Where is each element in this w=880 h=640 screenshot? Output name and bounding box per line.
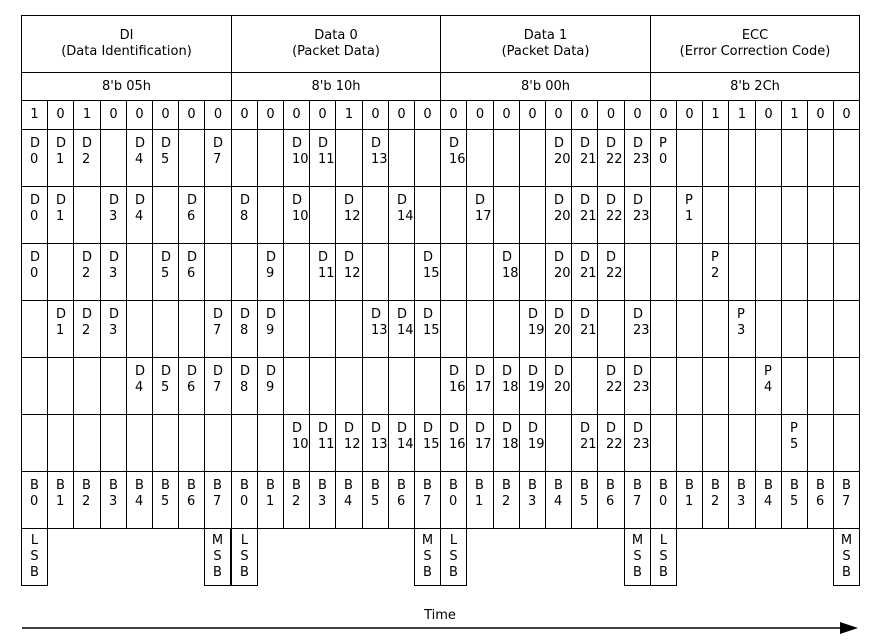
bit-value-cell: 1 bbox=[702, 100, 729, 130]
parity-cell: D 22 bbox=[597, 414, 625, 472]
parity-cell: D 8 bbox=[231, 300, 258, 358]
parity-cell: D 16 bbox=[440, 414, 467, 472]
byte-bit-cell: B 6 bbox=[597, 471, 625, 529]
parity-cell: D 18 bbox=[493, 243, 520, 301]
group-value-1: 8'b 10h bbox=[231, 72, 441, 101]
byte-bit-cell: B 3 bbox=[100, 471, 127, 529]
msb-marker: M S B bbox=[204, 528, 231, 586]
parity-cell: D 1 bbox=[47, 186, 74, 244]
bit-value-cell: 0 bbox=[152, 100, 179, 130]
parity-cell: D 14 bbox=[388, 414, 415, 472]
bit-value-cell: 0 bbox=[388, 100, 415, 130]
bit-value-cell: 0 bbox=[807, 100, 834, 130]
parity-cell: D 20 bbox=[545, 357, 572, 415]
parity-cell: D 0 bbox=[21, 186, 48, 244]
parity-cell: D 0 bbox=[21, 243, 48, 301]
parity-cell: D 9 bbox=[257, 243, 284, 301]
parity-cell: D 2 bbox=[73, 300, 101, 358]
parity-cell: D 2 bbox=[73, 243, 101, 301]
lsb-marker: L S B bbox=[440, 528, 467, 586]
group-name: Data 0 bbox=[314, 28, 358, 43]
bit-value-cell: 1 bbox=[728, 100, 756, 130]
byte-bit-cell: B 2 bbox=[283, 471, 310, 529]
group-description: (Packet Data) bbox=[292, 44, 380, 59]
group-description: (Error Correction Code) bbox=[679, 44, 831, 59]
byte-bit-cell: B 7 bbox=[414, 471, 441, 529]
parity-cell: D 7 bbox=[204, 357, 232, 415]
parity-cell: D 1 bbox=[47, 129, 74, 187]
parity-cell: D 5 bbox=[152, 243, 179, 301]
byte-bit-cell: B 6 bbox=[178, 471, 205, 529]
bit-value-cell: 0 bbox=[833, 100, 860, 130]
parity-cell: D 7 bbox=[204, 300, 232, 358]
parity-cell: D 23 bbox=[624, 186, 651, 244]
byte-bit-cell: B 1 bbox=[257, 471, 284, 529]
parity-cell: D 11 bbox=[309, 414, 336, 472]
parity-cell: D 8 bbox=[231, 186, 258, 244]
parity-cell: D 19 bbox=[519, 414, 546, 472]
bit-value-cell: 0 bbox=[676, 100, 703, 130]
parity-cell: P 5 bbox=[781, 414, 808, 472]
group-description: (Packet Data) bbox=[501, 44, 590, 59]
bit-value-cell: 0 bbox=[624, 100, 651, 130]
byte-bit-cell: B 7 bbox=[833, 471, 860, 529]
lsb-marker: L S B bbox=[650, 528, 677, 586]
bit-value-cell: 0 bbox=[545, 100, 572, 130]
parity-cell: P 0 bbox=[650, 129, 677, 187]
bit-value-cell: 0 bbox=[283, 100, 310, 130]
parity-cell: D 15 bbox=[414, 300, 441, 358]
bit-value-cell: 0 bbox=[100, 100, 127, 130]
parity-cell: D 1 bbox=[47, 300, 74, 358]
parity-cell: D 6 bbox=[178, 357, 205, 415]
parity-cell: D 11 bbox=[309, 243, 336, 301]
parity-cell: D 23 bbox=[624, 414, 651, 472]
byte-bit-cell: B 6 bbox=[388, 471, 415, 529]
parity-cell: D 23 bbox=[624, 129, 651, 187]
byte-bit-cell: B 3 bbox=[519, 471, 546, 529]
parity-cell: D 7 bbox=[204, 129, 232, 187]
parity-cell: D 2 bbox=[73, 129, 101, 187]
byte-bit-cell: B 4 bbox=[545, 471, 572, 529]
byte-bit-cell: B 5 bbox=[152, 471, 179, 529]
byte-bit-cell: B 5 bbox=[362, 471, 389, 529]
parity-cell: D 4 bbox=[126, 129, 153, 187]
bit-value-cell: 0 bbox=[309, 100, 336, 130]
parity-cell: D 23 bbox=[624, 357, 651, 415]
group-value-3: 8'b 2Ch bbox=[650, 72, 860, 101]
parity-cell: D 20 bbox=[545, 300, 572, 358]
bit-value-cell: 0 bbox=[414, 100, 441, 130]
bit-value-cell: 1 bbox=[335, 100, 363, 130]
parity-cell: D 19 bbox=[519, 300, 546, 358]
group-name: ECC bbox=[741, 28, 769, 43]
group-description: (Data Identification) bbox=[61, 44, 192, 59]
time-arrow-head bbox=[840, 622, 858, 634]
byte-bit-cell: B 0 bbox=[21, 471, 48, 529]
byte-bit-cell: B 3 bbox=[309, 471, 336, 529]
parity-cell: D 20 bbox=[545, 186, 572, 244]
parity-cell: D 17 bbox=[466, 186, 494, 244]
bit-value-cell: 0 bbox=[204, 100, 232, 130]
parity-cell: D 17 bbox=[466, 357, 494, 415]
parity-cell: D 21 bbox=[571, 414, 598, 472]
parity-cell: D 13 bbox=[362, 300, 389, 358]
parity-cell: D 21 bbox=[571, 129, 598, 187]
bit-value-cell: 0 bbox=[519, 100, 546, 130]
bit-value-cell: 0 bbox=[571, 100, 598, 130]
bit-value-cell: 1 bbox=[73, 100, 101, 130]
parity-cell: D 20 bbox=[545, 129, 572, 187]
bit-value-cell: 0 bbox=[231, 100, 258, 130]
parity-cell: D 10 bbox=[283, 129, 310, 187]
parity-cell: D 12 bbox=[335, 243, 363, 301]
parity-cell: P 1 bbox=[676, 186, 703, 244]
parity-cell: D 4 bbox=[126, 186, 153, 244]
parity-cell: D 10 bbox=[283, 414, 310, 472]
byte-bit-cell: B 1 bbox=[466, 471, 494, 529]
byte-bit-cell: B 4 bbox=[126, 471, 153, 529]
parity-cell: D 12 bbox=[335, 414, 363, 472]
msb-marker: M S B bbox=[624, 528, 651, 586]
byte-bit-cell: B 3 bbox=[728, 471, 756, 529]
parity-cell: D 5 bbox=[152, 357, 179, 415]
parity-cell: D 4 bbox=[126, 357, 153, 415]
time-label: Time bbox=[424, 608, 456, 623]
byte-bit-cell: B 0 bbox=[231, 471, 258, 529]
msb-marker: M S B bbox=[833, 528, 860, 586]
byte-bit-cell: B 2 bbox=[493, 471, 520, 529]
parity-cell: D 10 bbox=[283, 186, 310, 244]
lsb-marker: L S B bbox=[21, 528, 48, 586]
msb-marker: M S B bbox=[414, 528, 441, 586]
bit-value-cell: 0 bbox=[597, 100, 625, 130]
parity-cell: D 20 bbox=[545, 243, 572, 301]
parity-cell: D 6 bbox=[178, 186, 205, 244]
bit-value-cell: 0 bbox=[440, 100, 467, 130]
parity-cell: D 14 bbox=[388, 186, 415, 244]
parity-cell: D 19 bbox=[519, 357, 546, 415]
bit-value-cell: 0 bbox=[47, 100, 74, 130]
bit-value-cell: 0 bbox=[362, 100, 389, 130]
parity-cell: D 3 bbox=[100, 300, 127, 358]
parity-cell: D 16 bbox=[440, 357, 467, 415]
bit-value-cell: 0 bbox=[493, 100, 520, 130]
parity-cell: D 21 bbox=[571, 186, 598, 244]
parity-cell: D 23 bbox=[624, 300, 651, 358]
group-value-2: 8'b 00h bbox=[440, 72, 651, 101]
parity-cell: D 18 bbox=[493, 414, 520, 472]
parity-cell: D 22 bbox=[597, 243, 625, 301]
byte-bit-cell: B 2 bbox=[702, 471, 729, 529]
parity-cell: D 15 bbox=[414, 243, 441, 301]
byte-bit-cell: B 5 bbox=[781, 471, 808, 529]
byte-bit-cell: B 5 bbox=[571, 471, 598, 529]
byte-bit-cell: B 1 bbox=[47, 471, 74, 529]
parity-cell: D 13 bbox=[362, 129, 389, 187]
parity-cell: D 21 bbox=[571, 300, 598, 358]
parity-cell: D 5 bbox=[152, 129, 179, 187]
byte-bit-cell: B 7 bbox=[624, 471, 651, 529]
parity-cell: D 18 bbox=[493, 357, 520, 415]
byte-bit-cell: B 4 bbox=[755, 471, 782, 529]
bit-value-cell: 0 bbox=[178, 100, 205, 130]
parity-cell: D 6 bbox=[178, 243, 205, 301]
byte-bit-cell: B 0 bbox=[650, 471, 677, 529]
parity-cell: D 8 bbox=[231, 357, 258, 415]
bit-value-cell: 0 bbox=[650, 100, 677, 130]
parity-cell: D 9 bbox=[257, 357, 284, 415]
parity-cell: D 17 bbox=[466, 414, 494, 472]
parity-cell: D 11 bbox=[309, 129, 336, 187]
parity-cell: D 21 bbox=[571, 243, 598, 301]
byte-bit-cell: B 2 bbox=[73, 471, 101, 529]
bit-value-cell: 1 bbox=[21, 100, 48, 130]
parity-cell: D 15 bbox=[414, 414, 441, 472]
parity-cell: D 3 bbox=[100, 186, 127, 244]
parity-cell: D 13 bbox=[362, 414, 389, 472]
parity-cell: P 2 bbox=[702, 243, 729, 301]
group-name: DI bbox=[119, 28, 134, 43]
bit-value-cell: 0 bbox=[126, 100, 153, 130]
parity-cell: D 12 bbox=[335, 186, 363, 244]
byte-bit-cell: B 4 bbox=[335, 471, 363, 529]
parity-cell: D 0 bbox=[21, 129, 48, 187]
parity-cell: D 22 bbox=[597, 129, 625, 187]
byte-bit-cell: B 7 bbox=[204, 471, 232, 529]
parity-cell: D 22 bbox=[597, 186, 625, 244]
parity-cell: P 3 bbox=[728, 300, 756, 358]
parity-cell: D 22 bbox=[597, 357, 625, 415]
parity-cell: D 16 bbox=[440, 129, 467, 187]
byte-bit-cell: B 0 bbox=[440, 471, 467, 529]
parity-cell: D 14 bbox=[388, 300, 415, 358]
bit-value-cell: 1 bbox=[781, 100, 808, 130]
byte-bit-cell: B 1 bbox=[676, 471, 703, 529]
lsb-marker: L S B bbox=[231, 528, 258, 586]
byte-bit-cell: B 6 bbox=[807, 471, 834, 529]
group-value-0: 8'b 05h bbox=[21, 72, 232, 101]
bit-value-cell: 0 bbox=[257, 100, 284, 130]
bit-value-cell: 0 bbox=[755, 100, 782, 130]
parity-cell: D 3 bbox=[100, 243, 127, 301]
group-name: Data 1 bbox=[523, 28, 568, 43]
parity-cell: P 4 bbox=[755, 357, 782, 415]
parity-cell: D 9 bbox=[257, 300, 284, 358]
bit-value-cell: 0 bbox=[466, 100, 494, 130]
